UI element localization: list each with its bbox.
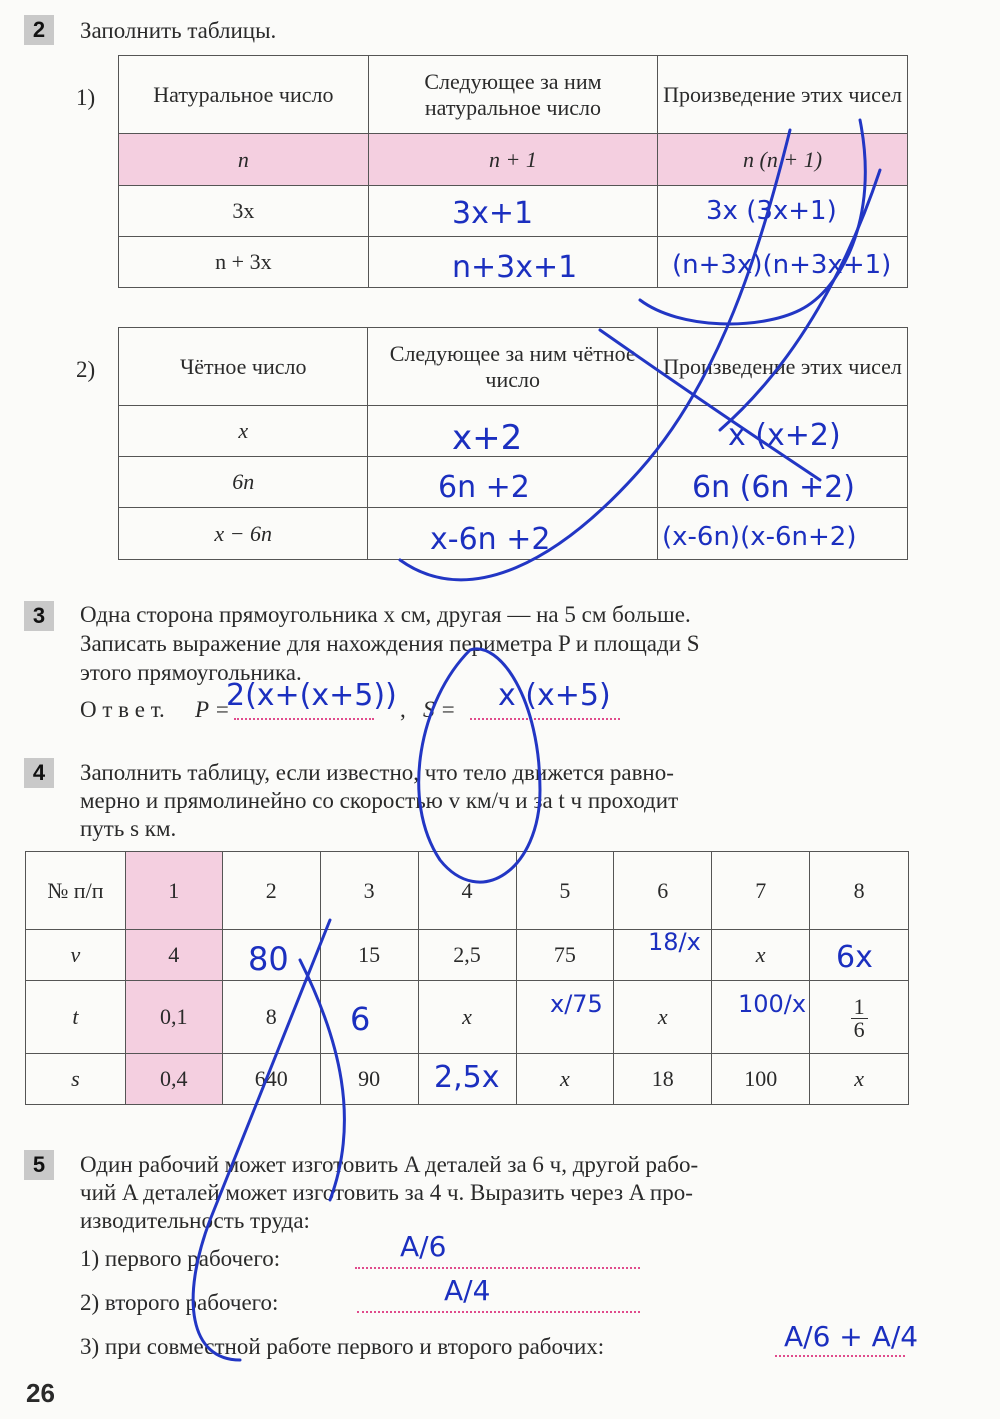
table-cell: x: [418, 981, 516, 1054]
task-number-4: 4: [24, 758, 54, 788]
header-cell: 5: [516, 852, 614, 930]
p-answer-line[interactable]: [234, 718, 374, 720]
header-cell: 8: [810, 852, 909, 930]
task-number-5: 5: [24, 1150, 54, 1180]
header-cell: 4: [418, 852, 516, 930]
hw-perimeter: 2(x+(x+5)): [226, 678, 397, 713]
table-cell: n (n + 1): [658, 134, 908, 186]
table-cell: 100: [712, 1054, 810, 1105]
table-cell: 6n: [119, 457, 368, 508]
table-cell: 640: [222, 1054, 320, 1105]
table-cell: 4: [125, 930, 222, 981]
table-cell: 0,4: [125, 1054, 222, 1105]
table-cell: n + 3x: [119, 237, 369, 288]
table-cell: n + 1: [368, 134, 657, 186]
task4-line-1: Заполнить таблицу, если известно, что тело движется равно-: [80, 760, 674, 785]
hw-t-100-over-x: 100/x: [738, 990, 807, 1018]
task2-heading: Заполнить таблицы.: [80, 18, 277, 43]
header-cell: Натуральное число: [119, 56, 369, 134]
task5-item-2: 2) второго рабочего:: [80, 1290, 279, 1315]
table-cell: 75: [516, 930, 614, 981]
hw-x-6n-2: x-6n +2: [430, 522, 551, 557]
table-cell: x: [119, 406, 368, 457]
hw-n-3x-product: (n+3x)(n+3x+1): [672, 250, 892, 280]
header-cell: Чётное число: [119, 328, 368, 406]
table-cell: 0,1: [125, 981, 222, 1054]
hw-v-6x: 6x: [836, 940, 873, 975]
hw-6n-plus-2: 6n +2: [438, 470, 530, 505]
task3-line-1: Одна сторона прямоугольника x см, другая — на 5 см больше.: [80, 602, 691, 627]
header-cell: Произведение этих чисел: [658, 56, 908, 134]
answer-line-1[interactable]: [355, 1267, 640, 1269]
hw-area: x (x+5): [498, 678, 611, 713]
table-cell: x: [516, 1054, 614, 1105]
header-cell: 2: [222, 852, 320, 930]
table-cell-fraction: [810, 981, 909, 1054]
table-cell: 3x: [119, 186, 369, 237]
task-number-3: 3: [24, 601, 54, 631]
table-cell: 8: [222, 981, 320, 1054]
row-label-s: s: [26, 1054, 126, 1105]
task3-answer-label: О т в е т.: [80, 697, 165, 722]
task2-part1-label: 1): [76, 85, 96, 110]
table-cell: 18: [614, 1054, 712, 1105]
row-label-t: t: [26, 981, 126, 1054]
hw-v-80: 80: [248, 940, 289, 978]
hw-3x-plus-1: 3x+1: [452, 196, 534, 231]
hw-worker1: A/6: [400, 1230, 447, 1263]
hw-6n-product: 6n (6n +2): [692, 470, 855, 505]
answer-line-3[interactable]: [775, 1355, 905, 1357]
row-label-v: v: [26, 930, 126, 981]
task5-item-3: 3) при совместной работе первого и второго рабочих:: [80, 1334, 605, 1359]
task3-line-3: этого прямоугольника.: [80, 660, 302, 685]
hw-3x-product: 3x (3x+1): [706, 196, 837, 226]
table-cell: x: [810, 1054, 909, 1105]
header-cell: 6: [614, 852, 712, 930]
hw-x-plus-2: x+2: [452, 418, 523, 458]
task3-p-label: P =: [195, 697, 230, 722]
header-cell: Произведение этих чисел: [657, 328, 907, 406]
task4-line-3: путь s км.: [80, 816, 177, 841]
header-cell: № п/п: [26, 852, 126, 930]
page-number: 26: [26, 1378, 55, 1408]
task3-line-2: Записать выражение для нахождения периметра P и площади S: [80, 631, 700, 656]
hw-v-18-over-x: 18/x: [648, 928, 701, 956]
task3-s-label: S =: [423, 697, 456, 722]
hw-s-2-5x: 2,5x: [434, 1060, 500, 1095]
hw-worker2: A/4: [444, 1274, 491, 1307]
table-cell: n: [119, 134, 369, 186]
task5-line-1: Один рабочий может изготовить A деталей за 6 ч, другой рабо-: [80, 1152, 699, 1177]
task5-item-1: 1) первого рабочего:: [80, 1246, 281, 1271]
header-cell: 1: [125, 852, 222, 930]
s-answer-line[interactable]: [470, 718, 620, 720]
comma: ,: [400, 697, 406, 722]
table-cell: 2,5: [418, 930, 516, 981]
table-cell: 15: [320, 930, 418, 981]
header-cell: 3: [320, 852, 418, 930]
header-cell: Следующее за ним натуральное число: [368, 56, 657, 134]
hw-x-6n-product: (x-6n)(x-6n+2): [662, 522, 857, 552]
answer-line-2[interactable]: [357, 1311, 640, 1313]
hw-joint: A/6 + A/4: [784, 1320, 919, 1353]
fraction-numerator: 1: [853, 993, 865, 1019]
table-cell: 90: [320, 1054, 418, 1105]
task5-line-2: чий A деталей может изготовить за 4 ч. Выразить через A про-: [80, 1180, 693, 1205]
header-cell: Следующее за ним чётное число: [368, 328, 658, 406]
table-cell: x: [712, 930, 810, 981]
fraction-denominator: 6: [851, 1018, 868, 1041]
table-cell: x: [614, 981, 712, 1054]
task2-part2-label: 2): [76, 357, 96, 382]
hw-t-6: 6: [350, 1000, 371, 1038]
task-number-2: 2: [24, 15, 54, 45]
task4-line-2: мерно и прямолинейно со скоростью v км/ч и за t ч проходит: [80, 788, 679, 813]
hw-t-x-over-75: x/75: [550, 990, 603, 1018]
hw-x-product: x (x+2): [728, 418, 841, 453]
task5-line-3: изводительность труда:: [80, 1208, 310, 1233]
table-cell: x − 6n: [119, 508, 368, 560]
header-cell: 7: [712, 852, 810, 930]
hw-n-3x-1: n+3x+1: [452, 250, 578, 285]
